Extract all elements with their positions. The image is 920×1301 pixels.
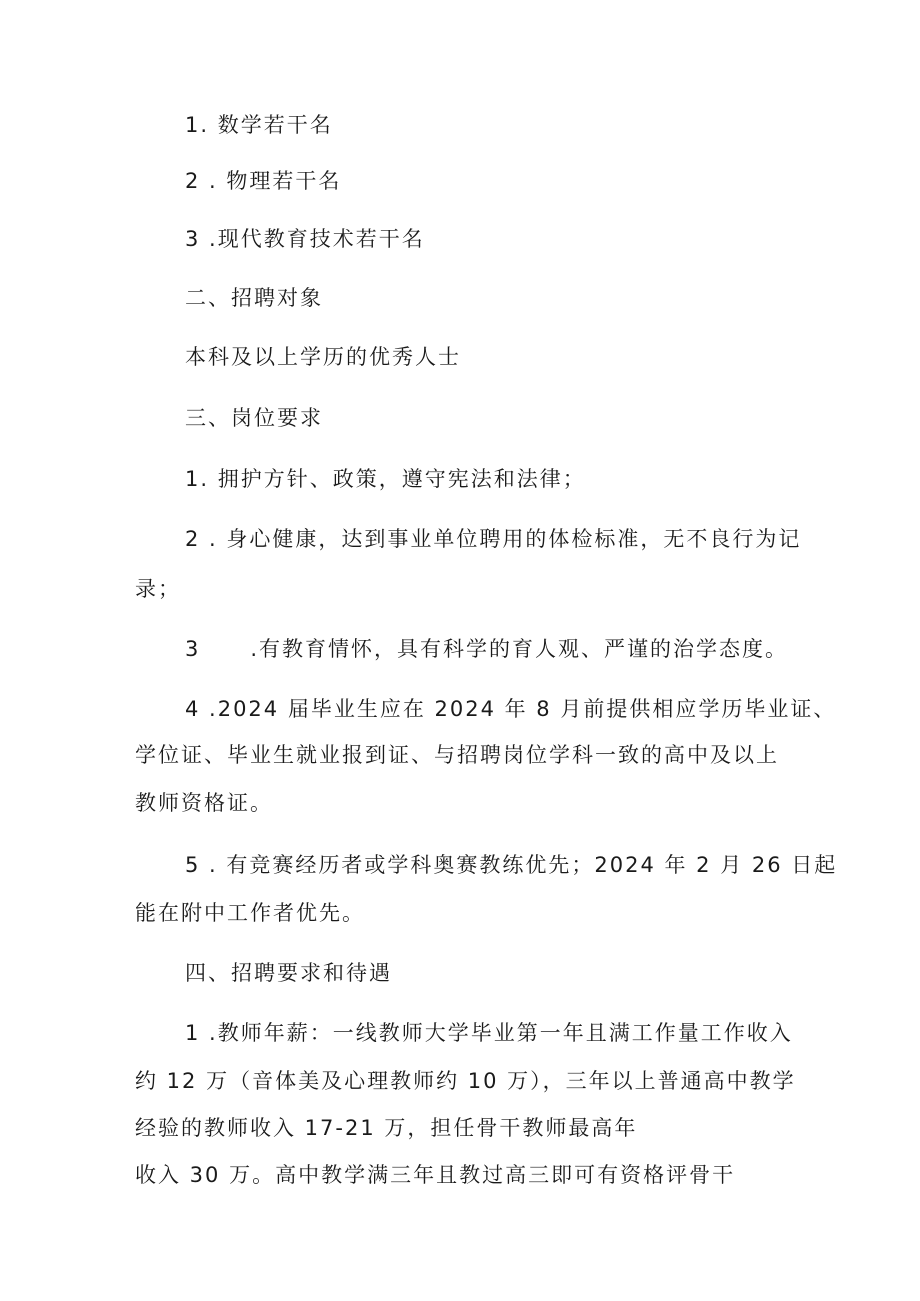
text-line: 4 .2024 届毕业生应在 2024 年 8 月前提供相应学历毕业证、 [185,697,837,721]
text-line: 录； [135,577,181,601]
text-line: 能在附中工作者优先。 [135,901,365,925]
text-line: 2 . 身心健康，达到事业单位聘用的体检标准，无不良行为记 [185,527,802,551]
section-heading: 二、招聘对象 [185,286,323,310]
section-heading: 三、岗位要求 [185,406,323,430]
text-line [185,634,788,664]
text-line: 收入 30 万。高中教学满三年且教过高三即可有资格评骨干 [135,1163,736,1187]
text-line: 本科及以上学历的优秀人士 [185,345,461,369]
text-line: 3 .现代教育技术若干名 [185,227,425,251]
text-line: 教师资格证。 [135,791,273,815]
text-line: 1. 拥护方针、政策，遵守宪法和法律； [185,467,586,491]
text-line: 5 . 有竞赛经历者或学科奥赛教练优先；2024 年 2 月 26 日起 [185,853,838,877]
text-line: 约 12 万（音体美及心理教师约 10 万），三年以上普通高中教学 [135,1069,796,1093]
section-heading: 四、招聘要求和待遇 [185,961,392,985]
text-line: 经验的教师收入 17-21 万，担任骨干教师最高年 [135,1116,638,1140]
item-number: 3 [185,637,201,661]
text-line: 1 .教师年薪：一线教师大学毕业第一年且满工作量工作收入 [185,1021,793,1045]
item-text: .有教育情怀，具有科学的育人观、严谨的治学态度。 [250,637,789,661]
text-line: 1. 数学若干名 [185,113,333,137]
text-line: 学位证、毕业生就业报到证、与招聘岗位学科一致的高中及以上 [135,743,779,767]
text-line: 2 . 物理若干名 [185,169,342,193]
